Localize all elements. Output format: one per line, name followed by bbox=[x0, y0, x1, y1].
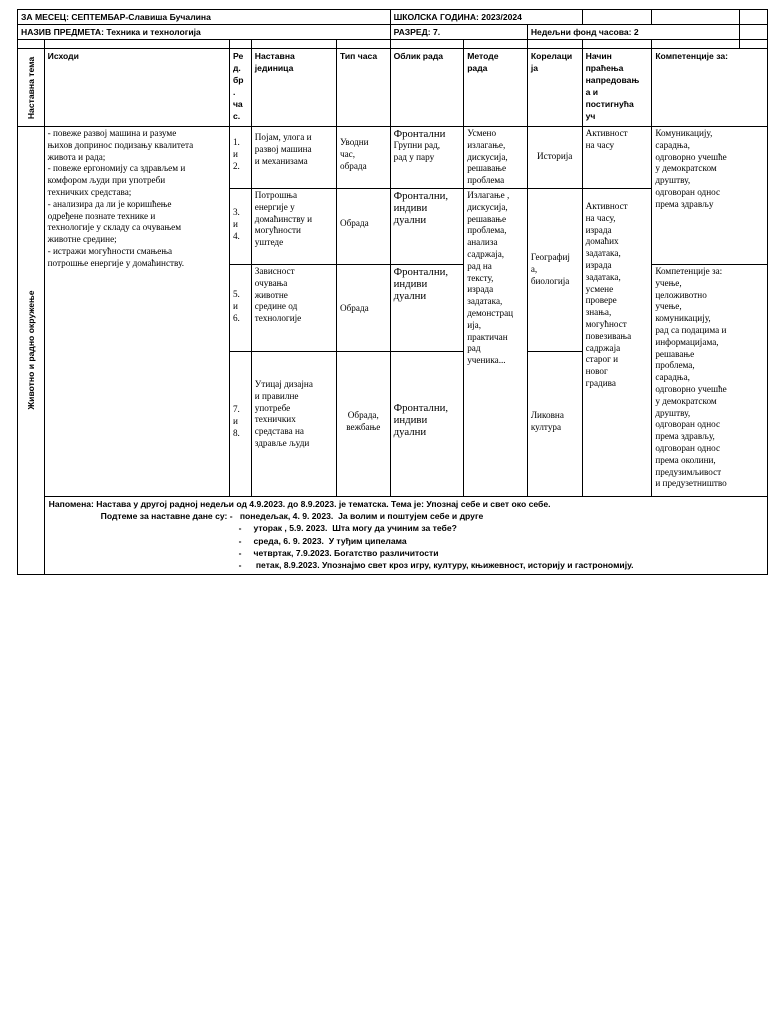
teaching-methods: Усмено излагање, дискусија, решавање проблема bbox=[464, 127, 528, 189]
theme-cell: Животно и радно окружење bbox=[18, 127, 45, 575]
lesson-type: Уводни час, обрада bbox=[336, 127, 390, 189]
competences: Компетенције за: учење, целоживотно учење, комуникацију, рад са подацима и информацијама, решавање проблема, сарадња, одговорно учешће у демократском друштву, одговоран однос према здрављу, одговоран однос према околини, предузимљивост и предузетништво bbox=[652, 264, 768, 496]
unit-header: Наставна јединица bbox=[251, 49, 336, 127]
lesson-number: 5. и 6. bbox=[229, 264, 251, 351]
lesson-number: 1. и 2. bbox=[229, 127, 251, 189]
note-row bbox=[18, 496, 768, 574]
competences-header: Компетенције за: bbox=[652, 49, 768, 127]
monitoring: Активност на часу, израда домаћих задатака, израда задатака, усмене провере знања, могућност повезивања садржаја старог и новог градива bbox=[582, 188, 652, 496]
spacer-row bbox=[18, 40, 768, 49]
teaching-unit: Утицај дизајна и правилне употребе техничких средстава на здравље људи bbox=[251, 351, 336, 496]
header-row-2 bbox=[18, 25, 768, 40]
note-day-5: - петак, 8.9.2023. Упознајмо свет кроз игру, културу, књижевност, историју и гастрономију. bbox=[238, 560, 634, 570]
empty-cell bbox=[740, 25, 768, 40]
note-day-2: - уторак , 5.9. 2023. Шта могу да учиним за тебе? bbox=[238, 523, 457, 534]
work-form: Фронтални, индиви дуални bbox=[390, 264, 464, 351]
monitoring-header: Начин праћења напредовањ а и постигнућа уч bbox=[582, 49, 652, 127]
work-form: Фронтални, индиви дуални bbox=[390, 188, 464, 264]
empty-cell bbox=[582, 10, 652, 25]
lesson-number: 7. и 8. bbox=[229, 351, 251, 496]
school-year-cell: ШКОЛСКА ГОДИНА: 2023/2024 bbox=[390, 10, 582, 25]
plan-table bbox=[17, 9, 768, 575]
theme-header: Наставна тема bbox=[18, 49, 45, 127]
lesson-type: Обрада bbox=[336, 264, 390, 351]
note-cell bbox=[44, 496, 767, 574]
note-intro: Напомена: Настава у другој радној недељи од 4.9.2023. до 8.9.2023. је тематска. Тема је: Упознај себе и свет око себе. bbox=[48, 498, 551, 509]
column-header-row bbox=[18, 49, 768, 127]
header-row-1 bbox=[18, 10, 768, 25]
outcomes-cell: - повеже развој машина и разуме њихов допринос подизању квалитета живота и рада; - повеже ергономију са здрављем и комфором људи при употреби техничких средстава; - анализира да ли је коришћење одређене познате технике и технологије у складу са очувањем животне средине; - истражи могућности смањења потрошње енергије у домаћинству. bbox=[44, 127, 229, 497]
lesson-type: Обрада, вежбање bbox=[336, 351, 390, 496]
subject-cell: НАЗИВ ПРЕДМЕТА: Техника и технологија bbox=[18, 25, 391, 40]
monitoring: Активност на часу bbox=[582, 127, 652, 189]
teaching-unit: Појам, улога и развој машина и механизама bbox=[251, 127, 336, 189]
weekly-hours-cell: Недељни фонд часова: 2 bbox=[527, 25, 739, 40]
work-form: Фронтални Групни рад, рад у пару bbox=[390, 127, 464, 189]
methods-header: Методе рада bbox=[464, 49, 528, 127]
correlation: Ликовна култура bbox=[527, 351, 582, 496]
teaching-unit: Зависност очувања животне средине од технологије bbox=[251, 264, 336, 351]
lesson-number: 3. и 4. bbox=[229, 188, 251, 264]
note-day-3: - среда, 6. 9. 2023. У туђим ципелама bbox=[238, 535, 407, 546]
work-form-header: Облик рада bbox=[390, 49, 464, 127]
empty-cell bbox=[652, 10, 740, 25]
ordinal-header: Ре д. бр . ча с. bbox=[229, 49, 251, 127]
note-day-4: - четвртак, 7.9.2023. Богатство различитости bbox=[238, 547, 439, 558]
grade-cell: РАЗРЕД: 7. bbox=[390, 25, 527, 40]
empty-cell bbox=[740, 10, 768, 25]
work-form: Фронтални, индиви дуални bbox=[390, 351, 464, 496]
outcomes-header: Исходи bbox=[44, 49, 229, 127]
teaching-methods: Излагање , дискусија, решавање проблема, анализа садржаја, рад на тексту, израда задатака, демонстрац ија, практичан рад ученика... bbox=[464, 188, 528, 496]
correlation-header: Корелаци ја bbox=[527, 49, 582, 127]
lesson-type: Обрада bbox=[336, 188, 390, 264]
competences: Комуникацију, сарадња, одговорно учешће у демократском друштву, одговоран однос према здрављу bbox=[652, 127, 768, 265]
note-day-1: Подтеме за наставне дане су: - понедељак, 4. 9. 2023. Ја волим и поштујем себе и друге bbox=[100, 511, 484, 522]
lesson-row-1 bbox=[18, 127, 768, 189]
month-cell: ЗА МЕСЕЦ: СЕПТЕМБАР-Славиша Бучалина bbox=[18, 10, 391, 25]
lesson-type-header: Тип часа bbox=[336, 49, 390, 127]
correlation: Географиј а, биологија bbox=[527, 188, 582, 351]
teaching-unit: Потрошња енергије у домаћинству и могућности уштеде bbox=[251, 188, 336, 264]
correlation: Историја bbox=[527, 127, 582, 189]
